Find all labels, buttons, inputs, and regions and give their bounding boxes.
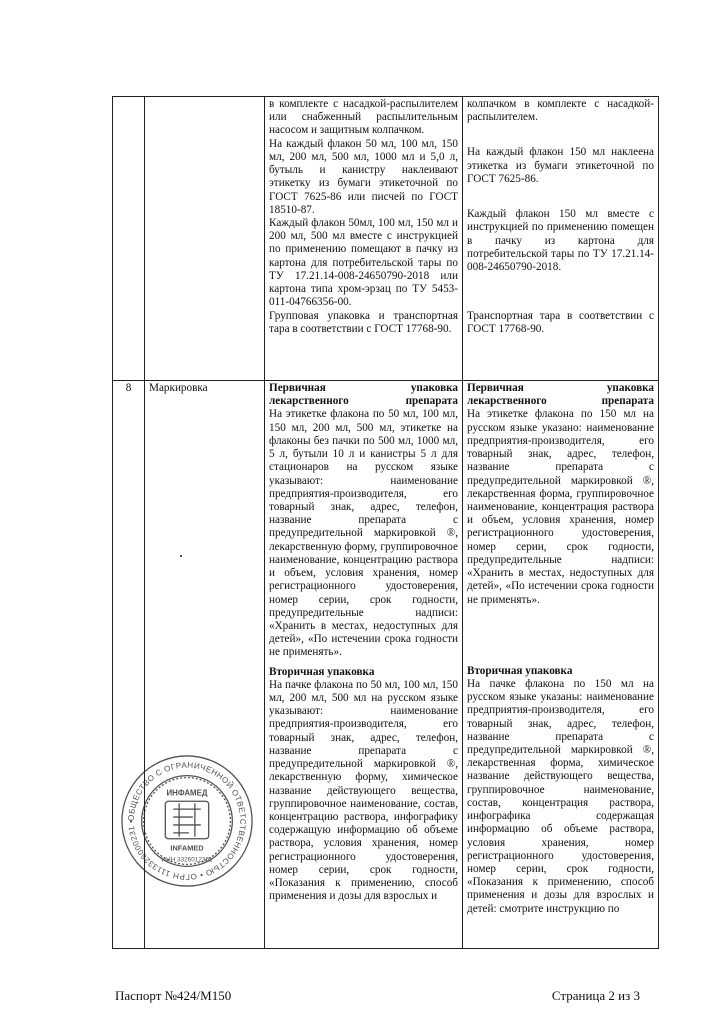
row-8-a-primary-text: На этикетке флакона по 50 мл, 100 мл, 150 мл, 200 мл, 500 мл, этикетке на флаконы без пачки по 500 мл, 1000 мл, 5 л, бутыли 10 л и канистры 5 л для стационаров на русском языке указывают: наименование предприятия-производителя, его товарный знак, адрес, телефон, название препарата с предупредительной маркировкой ®, лекарственную форму, группировочное наименование, концентрацию раствора и объем, условия хранения, номер регистрационного удостоверения, номер серии, срок годности, предупредительные надписи: «Хранить в местах, недоступных для детей», «По истечении срока годности не применять». [269,408,458,659]
cont-a-para-3: Каждый флакон 50мл, 100 мл, 150 мл и 200 мл, 500 мл вместе с инструкцией по применению помещают в пачку из картона для потребительской тары по ТУ 17.21.14-008-24650790-2018 или картона типа хром-эрзац по ТУ 5453-011-04766356-00. [269,216,458,309]
continuation-col-a [265,97,463,381]
cont-b-para-2: На каждый флакон 150 мл наклеена этикетка из бумаги этикеточной по ГОСТ 7625-86. [467,146,654,185]
page-number: Страница 2 из 3 [551,988,640,1003]
scan-speck [180,555,182,557]
continuation-row [113,97,659,381]
continuation-num-cell [113,97,145,381]
row-8-name: Маркировка [145,381,265,949]
cont-a-para-1: в комплекте с насадкой-распылителем или снабженный распылительным насосом и защитным колпачком. [269,98,458,137]
passport-number: Паспорт №424/М150 [115,988,232,1003]
stamp-inn: ИНН 3326012351 [161,856,213,864]
continuation-name-cell [145,97,265,381]
cont-b-para-3: Каждый флакон 150 мл вместе с инструкцией по применению помещен в пачку из картона для потребительской тары по ТУ 17.21.14-008-24650790-2018. [467,208,654,273]
cont-b-para-1: колпачком в комплекте с насадкой-распылителем. [467,98,654,124]
row-8-b-primary-heading: Первичная упаковка лекарственного препарата [467,382,654,408]
cont-b-para-4: Транспортная тара в соответствии с ГОСТ 17768-90. [467,310,654,336]
company-seal-stamp [118,752,256,890]
row-8-a-secondary-heading: Вторичная упаковка [269,665,375,678]
row-8-b-secondary-text: На пачке флакона по 150 мл на русском языке указаны: наименование предприятия-производителя, его товарный знак, адрес, телефон, название препарата с предупредительной маркировкой ®, лекарственная форма, химическое название действующего вещества, группировочное наименование, состав, концентрация раствора, инфографика содержащая информацию об объеме раствора, условия хранения, номер регистрационного удостоверения, номер серии, срок годности, «Показания к применению, способ применения и дозы для взрослых и детей: смотрите инструкцию по [467,677,654,915]
cont-a-para-4: Групповая упаковка и транспортная тара в соответствии с ГОСТ 17768-90. [269,309,458,335]
stamp-brand-top: ИНФАМЕД [166,788,208,798]
cont-a-para-2: На каждый флакон 50 мл, 100 мл, 150 мл, 200 мл, 500 мл, 1000 мл и 5,0 л, бутыль и канистру наклеивают этикетку из бумаги этикеточной по ГОСТ 7625-86 или писчей по ГОСТ 18510-87. [269,137,458,216]
continuation-col-b [463,97,659,381]
row-8-b-secondary-heading: Вторичная упаковка [467,664,573,677]
row-8-col-b [463,381,659,949]
stamp-brand-bottom: INFAMED [170,843,204,853]
row-8-b-primary-text: На этикетке флакона по 150 мл на русском языке указано: наименование предприятия-производителя, его товарный знак, адрес, телефон, название препарата с предупредительной маркировкой ®, лекарственная форма, группировочное наименование, концентрация раствора и объем, условия хранения, номер регистрационного удостоверения, номер серии, срок годности, предупредительные надписи: «Хранить в местах, недоступных для детей», «По истечении срока годности не применять». [467,408,654,606]
row-8-col-a [265,381,463,949]
row-8-number: 8 [113,381,145,949]
stamp-ring-text: ОБЩЕСТВО С ОГРАНИЧЕННОЙ ОТВЕТСТВЕННОСТЬЮ • ОГРН 1113326000231 • [126,760,248,882]
row-8-a-secondary-text: На пачке флакона по 50 мл, 100 мл, 150 мл, 200 мл, 500 мл на русском языке указывают: наименование предприятия-производителя, его товарный знак, адрес, телефон, название препарата с предупредительной маркировкой ®, лекарственную форму, химическое название действующего вещества, группировочное наименование, состав, концентрацию раствора, инфографику содержащую информацию об объеме раствора, условия хранения, номер регистрационного удостоверения, номер серии, срок годности, «Показания к применению, способ применения и дозы для взрослых и [269,678,458,903]
row-8-a-primary-heading: Первичная упаковка лекарственного препарата [269,382,458,408]
